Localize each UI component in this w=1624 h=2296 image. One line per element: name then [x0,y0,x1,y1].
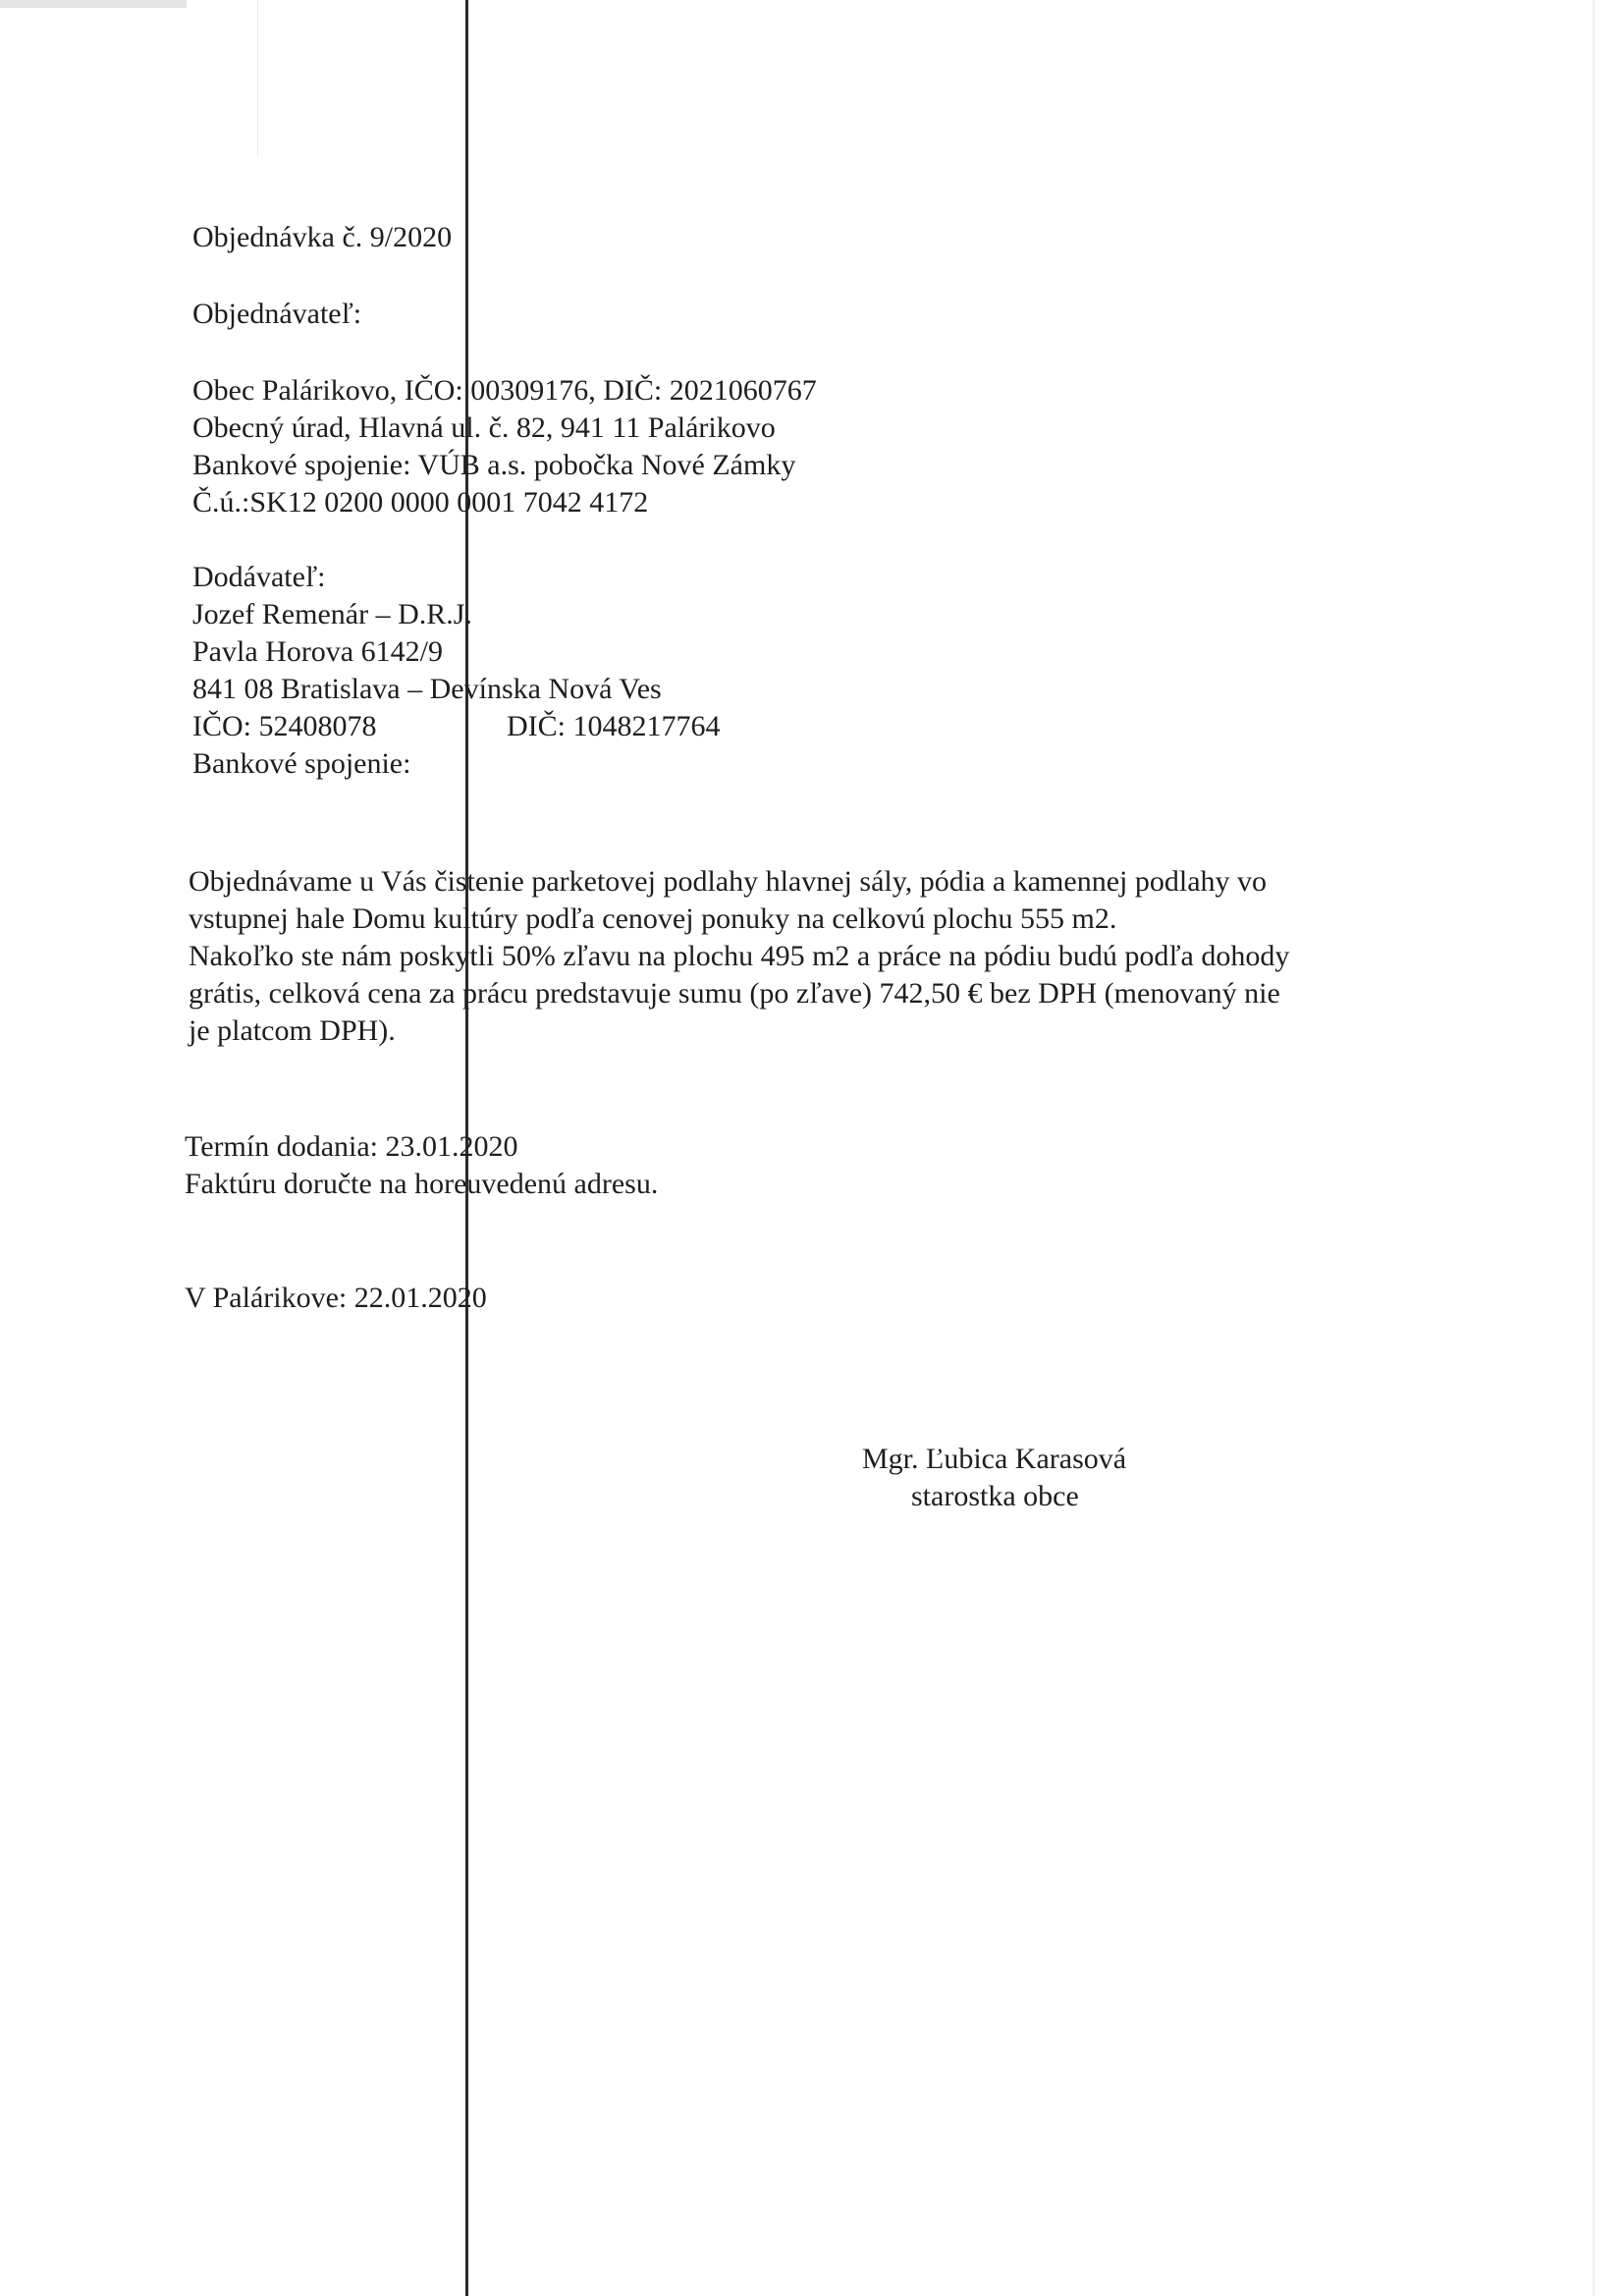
supplier-heading: Dodávateľ: [192,561,326,593]
orderer-line-1: Obec Palárikovo, IČO: 00309176, DIČ: 2021060767 [192,374,817,407]
scan-artifact-right-edge [1593,0,1595,2296]
signatory-role: starostka obce [911,1480,1079,1512]
scan-artifact-top-left [0,0,187,8]
supplier-street: Pavla Horova 6142/9 [192,635,443,668]
body-line-1: Objednávame u Vás čistenie parketovej podlahy hlavnej sály, pódia a kamennej podlahy vo [189,865,1268,898]
body-line-3: Nakoľko ste nám poskytli 50% zľavu na plochu 495 m2 a práce na pódiu budú podľa dohody [189,940,1290,972]
place-and-date: V Palárikove: 22.01.2020 [185,1282,487,1314]
order-title: Objednávka č. 9/2020 [192,221,453,253]
supplier-city: 841 08 Bratislava – Devínska Nová Ves [192,673,662,705]
supplier-bank: Bankové spojenie: [192,747,411,780]
body-line-2: vstupnej hale Domu kultúry podľa cenovej ponuky na celkovú plochu 555 m2. [189,902,1117,935]
orderer-line-4: Č.ú.:SK12 0200 0000 0001 7042 4172 [192,486,649,519]
supplier-ico: IČO: 52408078 [192,710,377,742]
orderer-heading: Objednávateľ: [192,298,362,330]
delivery-term: Termín dodania: 23.01.2020 [185,1130,518,1163]
supplier-dic: DIČ: 1048217764 [507,710,721,742]
invoice-instruction: Faktúru doručte na horeuvedenú adresu. [185,1168,659,1200]
signatory-name: Mgr. Ľubica Karasová [862,1443,1127,1475]
orderer-line-3: Bankové spojenie: VÚB a.s. pobočka Nové Zámky [192,449,796,481]
body-line-4: grátis, celková cena za prácu predstavuje sumu (po zľave) 742,50 € bez DPH (menovaný nie [189,977,1280,1010]
supplier-name: Jozef Remenár – D.R.J. [192,598,472,630]
scan-artifact-left-edge [257,0,258,157]
body-line-5: je platcom DPH). [189,1014,396,1047]
orderer-line-2: Obecný úrad, Hlavná ul. č. 82, 941 11 Palárikovo [192,411,776,444]
